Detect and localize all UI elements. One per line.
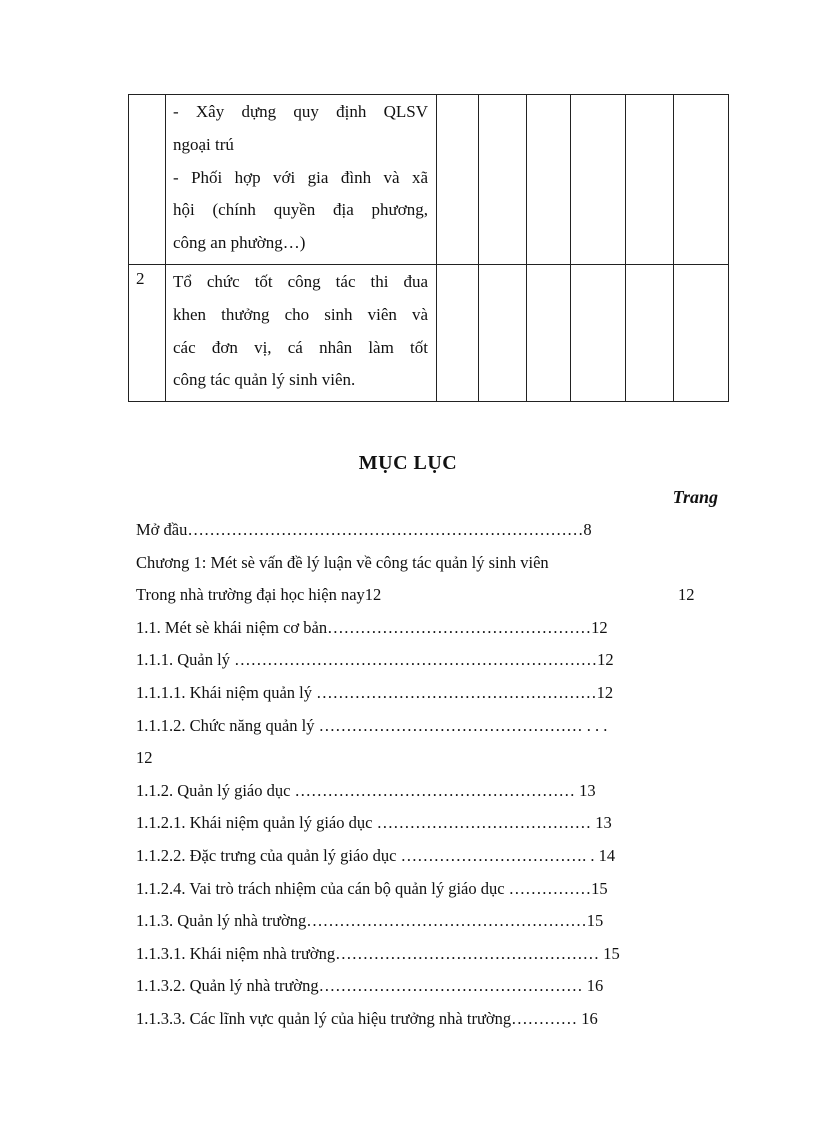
toc-entry[interactable] <box>136 873 726 906</box>
toc-entry[interactable] <box>136 579 726 612</box>
content-line: khen thưởng cho sinh viên và <box>173 304 428 324</box>
row-number-cell: 2 <box>129 264 166 401</box>
empty-cell <box>626 264 674 401</box>
toc-entry[interactable] <box>136 807 726 840</box>
toc-entry-text: 1.1.2.2. Đặc trưng của quản lý giáo dục ……………………………. . 14 <box>136 845 616 865</box>
toc-entry[interactable] <box>136 514 726 547</box>
empty-cell <box>437 95 479 265</box>
content-line: hội (chính quyền địa phương, <box>173 200 428 220</box>
toc-entry[interactable] <box>136 742 726 775</box>
toc-entry[interactable] <box>136 612 726 645</box>
toc-title: MỤC LỤC <box>358 452 458 474</box>
toc-entry-text: Chương 1: Mét sè vấn đề lý luận về công tác quản lý sinh viên <box>136 552 549 572</box>
toc-entry-text: 1.1.1. Quản lý …………………………………………………………12 <box>136 650 614 670</box>
content-line: công tác quản lý sinh viên. <box>173 370 356 390</box>
content-line: - Xây dựng quy định QLSV <box>173 102 428 121</box>
toc-entry-page: 12 <box>678 585 695 605</box>
toc-entry[interactable] <box>136 547 726 580</box>
toc-list <box>136 514 726 1036</box>
empty-cell <box>571 264 626 401</box>
table-row <box>129 95 729 265</box>
toc-entry-text: Mở đầu………………………………………………………………8 <box>136 520 592 539</box>
empty-cell <box>479 95 527 265</box>
toc-entry-text: 12 <box>136 748 153 768</box>
toc-entry[interactable] <box>136 905 726 938</box>
toc-entry-text: 1.1.3. Quản lý nhà trường……………………………………………15 <box>136 911 604 931</box>
empty-cell <box>527 95 571 265</box>
content-line: ngoại trú <box>173 134 234 154</box>
empty-cell <box>479 264 527 401</box>
toc-entry-text: 1.1.1.1. Khái niệm quản lý ……………………………………………12 <box>136 682 614 702</box>
toc-entry-text: 1.1.3.1. Khái niệm nhà trường………………………………………… 15 <box>136 943 620 963</box>
empty-cell <box>674 95 729 265</box>
toc-page-label: Trang <box>672 487 718 507</box>
row-content-cell <box>166 264 437 401</box>
content-line: Tổ chức tốt công tác thi đua <box>173 271 428 291</box>
content-line: công an phường…) <box>173 233 306 253</box>
toc-entry-text: 1.1. Mét sè khái niệm cơ bản…………………………………………12 <box>136 617 608 637</box>
empty-cell <box>437 264 479 401</box>
toc-entry-text: 1.1.2.1. Khái niệm quản lý giáo dục ………………………………… 13 <box>136 813 612 833</box>
empty-cell <box>674 264 729 401</box>
toc-entry[interactable] <box>136 710 726 743</box>
toc-entry-text: 1.1.2. Quản lý giáo dục …………………………………………… 13 <box>136 780 596 800</box>
toc-entry[interactable] <box>136 644 726 677</box>
plan-table <box>128 94 729 402</box>
toc-entry-text: 1.1.3.2. Quản lý nhà trường………………………………………… 16 <box>136 976 604 996</box>
toc-entry[interactable] <box>136 840 726 873</box>
toc-entry[interactable] <box>136 775 726 808</box>
toc-entry[interactable] <box>136 677 726 710</box>
row-content-cell <box>166 95 437 265</box>
content-line: các đơn vị, cá nhân làm tốt <box>173 337 428 357</box>
empty-cell <box>626 95 674 265</box>
toc-entry[interactable] <box>136 938 726 971</box>
toc-entry[interactable] <box>136 970 726 1003</box>
toc-entry-text: 1.1.3.3. Các lĩnh vực quản lý của hiệu trưởng nhà trường………… 16 <box>136 1008 598 1028</box>
table-row <box>129 264 729 401</box>
empty-cell <box>571 95 626 265</box>
empty-cell <box>527 264 571 401</box>
content-line: - Phối hợp với gia đình và xã <box>173 167 428 187</box>
toc-entry[interactable] <box>136 1003 726 1036</box>
row-number-cell <box>129 95 166 265</box>
toc-entry-text: 1.1.2.4. Vai trò trách nhiệm của cán bộ quản lý giáo dục ……………15 <box>136 878 608 898</box>
toc-entry-text: Trong nhà trường đại học hiện nay12 <box>136 585 382 605</box>
toc-entry-text: 1.1.1.2. Chức năng quản lý ………………………………………… . . . <box>136 715 608 735</box>
